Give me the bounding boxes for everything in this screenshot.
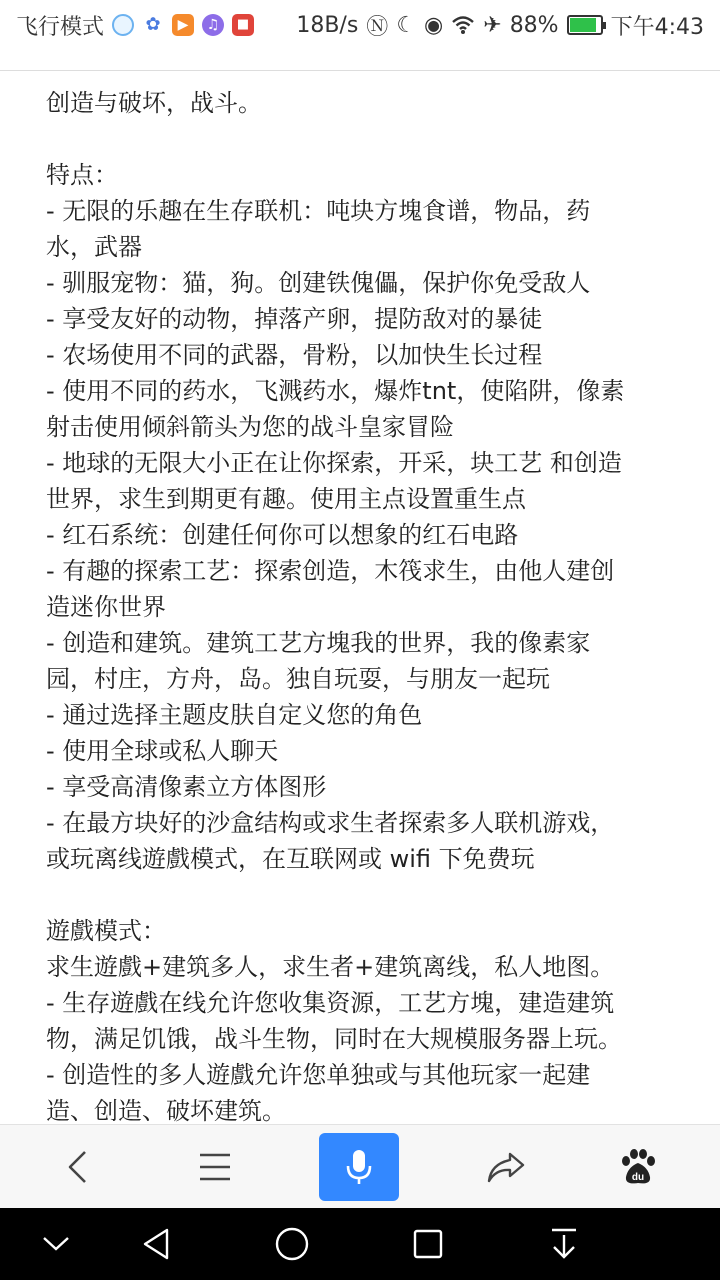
article-line: - 地球的无限大小正在让你探索，开采，块工艺 和创造 (46, 449, 622, 477)
article-line: 园，村庄，方舟，岛。独自玩耍，与朋友一起玩 (46, 665, 550, 693)
bottom-toolbar (0, 1124, 720, 1208)
circle-home-icon (274, 1226, 310, 1262)
airplane-mode-label: 飞行模式 (16, 14, 105, 40)
battery-icon (567, 15, 603, 35)
assistant-app-icon (112, 14, 134, 36)
article-line: - 无限的乐趣在生存联机：吨块方塊食谱，物品，药 (46, 197, 591, 225)
article-line: 世界，求生到期更有趣。使用主点设置重生点 (46, 485, 526, 513)
status-right (296, 0, 704, 50)
status-left (16, 0, 254, 50)
menu-icon (198, 1152, 232, 1182)
article-line: - 使用全球或私人聊天 (46, 737, 279, 765)
share-button[interactable] (466, 1125, 546, 1209)
nav-notification-button[interactable] (524, 1208, 604, 1280)
moon-icon: ☾ (396, 12, 417, 38)
article-line: 水，武器 (46, 233, 142, 261)
article-line: - 使用不同的药水，飞溅药水，爆炸tnt，使陷阱，像素 (46, 377, 625, 405)
red-app-icon: ■ (232, 14, 254, 36)
menu-button[interactable] (175, 1125, 255, 1209)
article-line: - 农场使用不同的武器，骨粉，以加快生长过程 (46, 341, 543, 369)
article-line: 射击使用倾斜箭头为您的战斗皇家冒险 (46, 413, 454, 441)
battery-fill (570, 18, 596, 32)
article-line: 造迷你世界 (46, 593, 166, 621)
share-icon (486, 1150, 526, 1184)
article-line: - 有趣的探索工艺：探索创造，木筏求生，由他人建创 (46, 557, 615, 585)
status-bar (0, 0, 720, 50)
pull-down-icon (549, 1227, 579, 1261)
system-nav-bar (0, 1208, 720, 1280)
article-line: 物，满足饥饿，战斗生物，同时在大规模服务器上玩。 (46, 1025, 622, 1053)
eye-icon: ◉ (424, 12, 444, 38)
music-app-icon: ♫ (202, 14, 224, 36)
triangle-back-icon (141, 1227, 171, 1261)
chevron-down-icon (41, 1235, 71, 1253)
network-speed: 18B/s (296, 12, 359, 38)
article-body (46, 50, 676, 1124)
nfc-icon: Ⓝ (366, 14, 389, 40)
article-line: - 在最方块好的沙盒结构或求生者探索多人联机游戏， (46, 809, 615, 837)
article-line: - 驯服宠物：猫，狗。创建铁傀儡，保护你免受敌人 (46, 269, 591, 297)
clock: 下午4:43 (610, 14, 704, 40)
nav-recents-button[interactable] (388, 1208, 468, 1280)
back-button[interactable] (38, 1125, 118, 1209)
article-line: 创造与破坏，战斗。 (46, 89, 262, 117)
article-line: 造、创造、破坏建筑。 (46, 1097, 286, 1124)
article-line: - 红石系统：创建任何你可以想象的红石电路 (46, 521, 519, 549)
svg-text:du: du (631, 1172, 645, 1183)
square-recents-icon (412, 1228, 444, 1260)
chevron-left-icon (65, 1149, 91, 1185)
article-line: 或玩离线遊戲模式，在互联网或 wifi 下免费玩 (46, 845, 535, 873)
baidu-paw-icon: ✿ (145, 14, 161, 35)
voice-search-button[interactable] (319, 1133, 399, 1201)
airplane-icon: ✈ (483, 12, 502, 38)
baidu-paw-icon (618, 1147, 658, 1187)
baidu-button[interactable] (598, 1125, 678, 1209)
article-line: 求生遊戲+建筑多人，求生者+建筑离线，私人地图。 (46, 953, 615, 981)
article-line: 遊戲模式： (46, 917, 166, 945)
microphone-icon (345, 1148, 373, 1186)
article-line: 特点： (46, 161, 118, 189)
article-line: - 享受高清像素立方体图形 (46, 773, 327, 801)
article-line: - 享受友好的动物，掉落产卵，提防敌对的暴徒 (46, 305, 543, 333)
article-line: - 创造和建筑。建筑工艺方塊我的世界，我的像素家 (46, 629, 591, 657)
wifi-icon (451, 15, 475, 35)
nav-back-button[interactable] (116, 1208, 196, 1280)
nav-home-button[interactable] (252, 1208, 332, 1280)
collapse-button[interactable] (16, 1208, 96, 1280)
article-line: - 通过选择主题皮肤自定义您的角色 (46, 701, 423, 729)
video-app-icon: ▶ (172, 14, 194, 36)
battery-percent: 88% (509, 12, 559, 38)
article-line: - 创造性的多人遊戲允许您单独或与其他玩家一起建 (46, 1061, 591, 1089)
article-line: - 生存遊戲在线允许您收集资源，工艺方塊，建造建筑 (46, 989, 615, 1017)
